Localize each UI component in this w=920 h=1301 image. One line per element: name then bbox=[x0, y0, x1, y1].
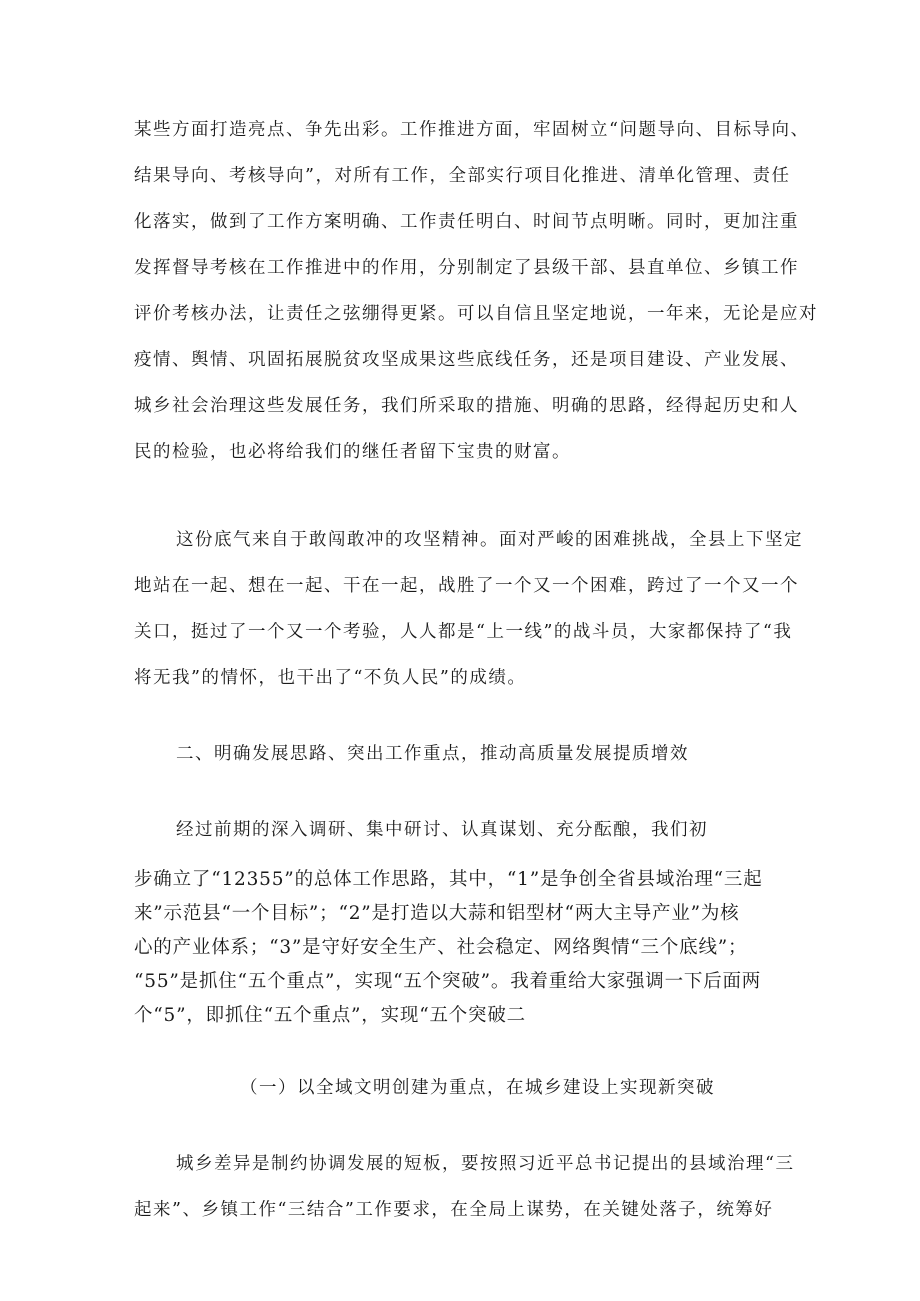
subsection-heading: （一）以全域文明创建为重点，在城乡建设上实现新突破 bbox=[240, 1078, 715, 1098]
paragraph-line: 评价考核办法，让责任之弦绷得更紧。可以自信且坚定地说，一年来，无论是应对 bbox=[134, 304, 818, 324]
paragraph-line: 发挥督导考核在工作推进中的作用，分别制定了县级干部、县直单位、乡镇工作 bbox=[134, 258, 799, 278]
paragraph-line: “55”是抓住“五个重点”，实现“五个突破”。我着重给大家强调一下后面两 bbox=[134, 971, 762, 992]
paragraph-line: 步确立了“12355”的总体工作思路，其中，“1”是争创全省县域治理“三起 bbox=[134, 869, 763, 890]
paragraph-line: 城乡差异是制约协调发展的短板，要按照习近平总书记提出的县域治理“三 bbox=[176, 1154, 795, 1174]
paragraph-line: 将无我”的情怀，也干出了“不负人民”的成绩。 bbox=[134, 668, 527, 688]
paragraph-line: 疫情、舆情、巩固拓展脱贫攻坚成果这些底线任务，还是项目建设、产业发展、 bbox=[134, 350, 799, 370]
paragraph-line: 某些方面打造亮点、争先出彩。工作推进方面，牢固树立“问题导向、目标导向、 bbox=[134, 120, 810, 140]
section-heading: 二、明确发展思路、突出工作重点，推动高质量发展提质增效 bbox=[176, 744, 689, 764]
paragraph-line: 心的产业体系；“3”是守好安全生产、社会稳定、网络舆情“三个底线”； bbox=[134, 937, 748, 958]
paragraph-line: 城乡社会治理这些发展任务，我们所采取的措施、明确的思路，经得起历史和人 bbox=[134, 396, 799, 416]
paragraph-line: 关口，挺过了一个又一个考验，人人都是“上一线”的战斗员，大家都保持了“我 bbox=[134, 622, 793, 642]
paragraph-line: 结果导向、考核导向”，对所有工作，全部实行项目化推进、清单化管理、责任 bbox=[134, 166, 791, 186]
paragraph-line: 地站在一起、想在一起、干在一起，战胜了一个又一个困难，跨过了一个又一个 bbox=[134, 576, 799, 596]
paragraph-line: 起来”、乡镇工作“三结合”工作要求，在全局上谋势，在关键处落子，统筹好 bbox=[134, 1200, 774, 1220]
paragraph-line: 民的检验，也必将给我们的继任者留下宝贵的财富。 bbox=[134, 442, 571, 462]
paragraph-line: 这份底气来自于敢闯敢冲的攻坚精神。面对严峻的困难挑战，全县上下坚定 bbox=[176, 530, 803, 550]
paragraph-line: 来”示范县“一个目标”；“2”是打造以大蒜和铝型材“两大主导产业”为核 bbox=[134, 903, 740, 924]
paragraph-line: 个“5”，即抓住“五个重点”，实现“五个突破二 bbox=[134, 1005, 526, 1026]
paragraph-line: 经过前期的深入调研、集中研讨、认真谋划、充分酝酿，我们初 bbox=[176, 820, 708, 840]
paragraph-line: 化落实，做到了工作方案明确、工作责任明白、时间节点明晰。同时，更加注重 bbox=[134, 212, 799, 232]
